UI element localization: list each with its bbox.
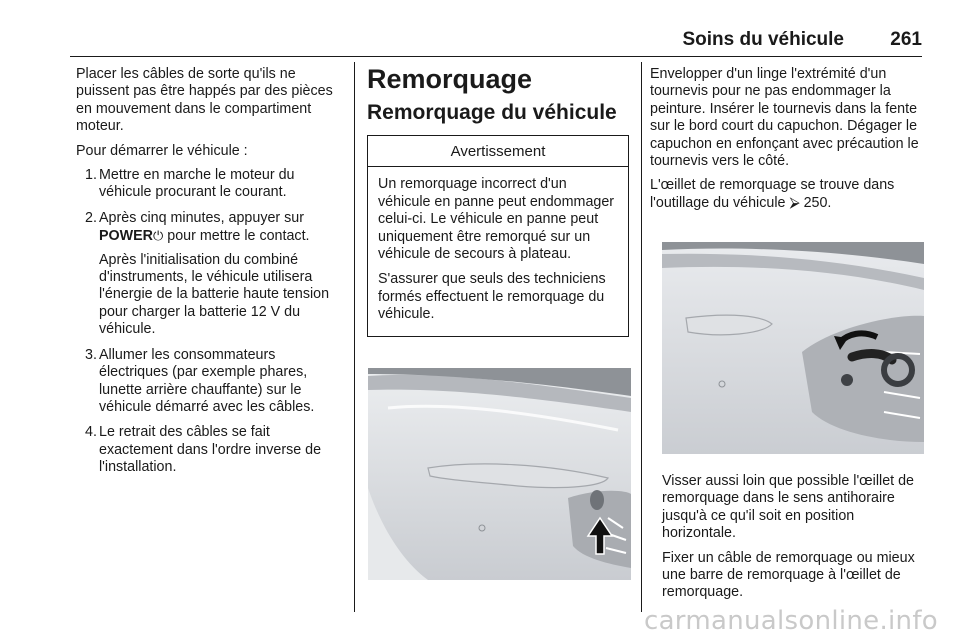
paragraph: Visser aussi loin que possible l'œillet de remorquage dans le sens antihoraire jusqu'à ce qu'il soit en position horizontale.: [662, 473, 914, 542]
list-item: 1. Mettre en marche le moteur du véhicule procurant le courant.: [85, 167, 295, 201]
warning-box: [367, 135, 629, 337]
power-button-label: POWER: [99, 228, 154, 245]
bumper-drawing: [368, 368, 631, 580]
steps-list: [76, 167, 344, 477]
section-title: Remorquage: [367, 64, 533, 94]
towing-eye-drawing: [662, 242, 924, 454]
chapter-title: Soins du véhicule: [682, 29, 844, 50]
subsection-title: Remorquage du véhicule: [367, 101, 617, 124]
bumper-illustration: [368, 368, 631, 580]
step-note: Après l'initialisation du combiné d'instruments, le véhicule utilisera l'énergie de la batterie haute tension pour charger la batterie 12 V du véhicule.: [99, 251, 330, 338]
column-divider-right: [641, 62, 642, 612]
column-1: [76, 66, 344, 485]
column-2: [367, 62, 632, 337]
list-item: 3. Allumer les consommateurs électriques (par exemple phares, lunette arrière chauffante) sur le véhicule démarré avec les câbles.: [85, 346, 315, 415]
watermark: carmanualsonline.info: [643, 606, 938, 636]
list-item: 4. Le retrait des câbles se fait exactement dans l'ordre inverse de l'installation.: [85, 424, 322, 476]
column-divider-left: [354, 62, 355, 612]
warning-title: Avertissement: [368, 136, 628, 167]
page-ref-icon: ⮚: [789, 194, 800, 211]
power-icon: ⏻: [153, 228, 164, 244]
page-header: [70, 29, 922, 55]
list-item: 2. Après cinq minutes, appuyer sur POWER⏻ pour mettre le contact. Après l'initialisation du combiné d'instruments, le véhicule utilisera l'énergie de la batterie haute tension pour charger la batterie 12 V du véhicule.: [76, 210, 344, 339]
column-3: [650, 66, 925, 219]
tow-cap-icon: [841, 374, 853, 386]
warning-text: Un remorquage incorrect d'un véhicule en panne peut endommager celui-ci. Le véhicule en panne peut uniquement être remorqué sur un véhicule de secours à plateau.: [378, 176, 615, 263]
column-3-lower: [662, 473, 932, 609]
start-label: Pour démarrer le véhicule :: [76, 142, 248, 159]
tow-cap-icon: [590, 490, 604, 510]
intro-paragraph: Placer les câbles de sorte qu'ils ne puissent pas être happés par des pièces en mouvement dans le compartiment moteur.: [76, 66, 333, 135]
page-number: 261: [890, 29, 922, 50]
paragraph: Envelopper d'un linge l'extrémité d'un tournevis pour ne pas endommager la peinture. Insérer le tournevis dans la fente sur le bord court du capuchon. Dégager le capuchon en enfonçant avec précaution le tournevis vers le côté.: [650, 66, 919, 170]
paragraph: L'œillet de remorquage se trouve dans l'outillage du véhicule ⮚ 250.: [650, 177, 895, 211]
towing-eye-illustration: [662, 242, 924, 454]
paragraph: Fixer un câble de remorquage ou mieux une barre de remorquage à l'œillet de remorquage.: [662, 549, 915, 601]
header-rule: [70, 56, 922, 57]
warning-text: S'assurer que seuls des techniciens formés effectuent le remorquage du véhicule.: [378, 271, 606, 323]
